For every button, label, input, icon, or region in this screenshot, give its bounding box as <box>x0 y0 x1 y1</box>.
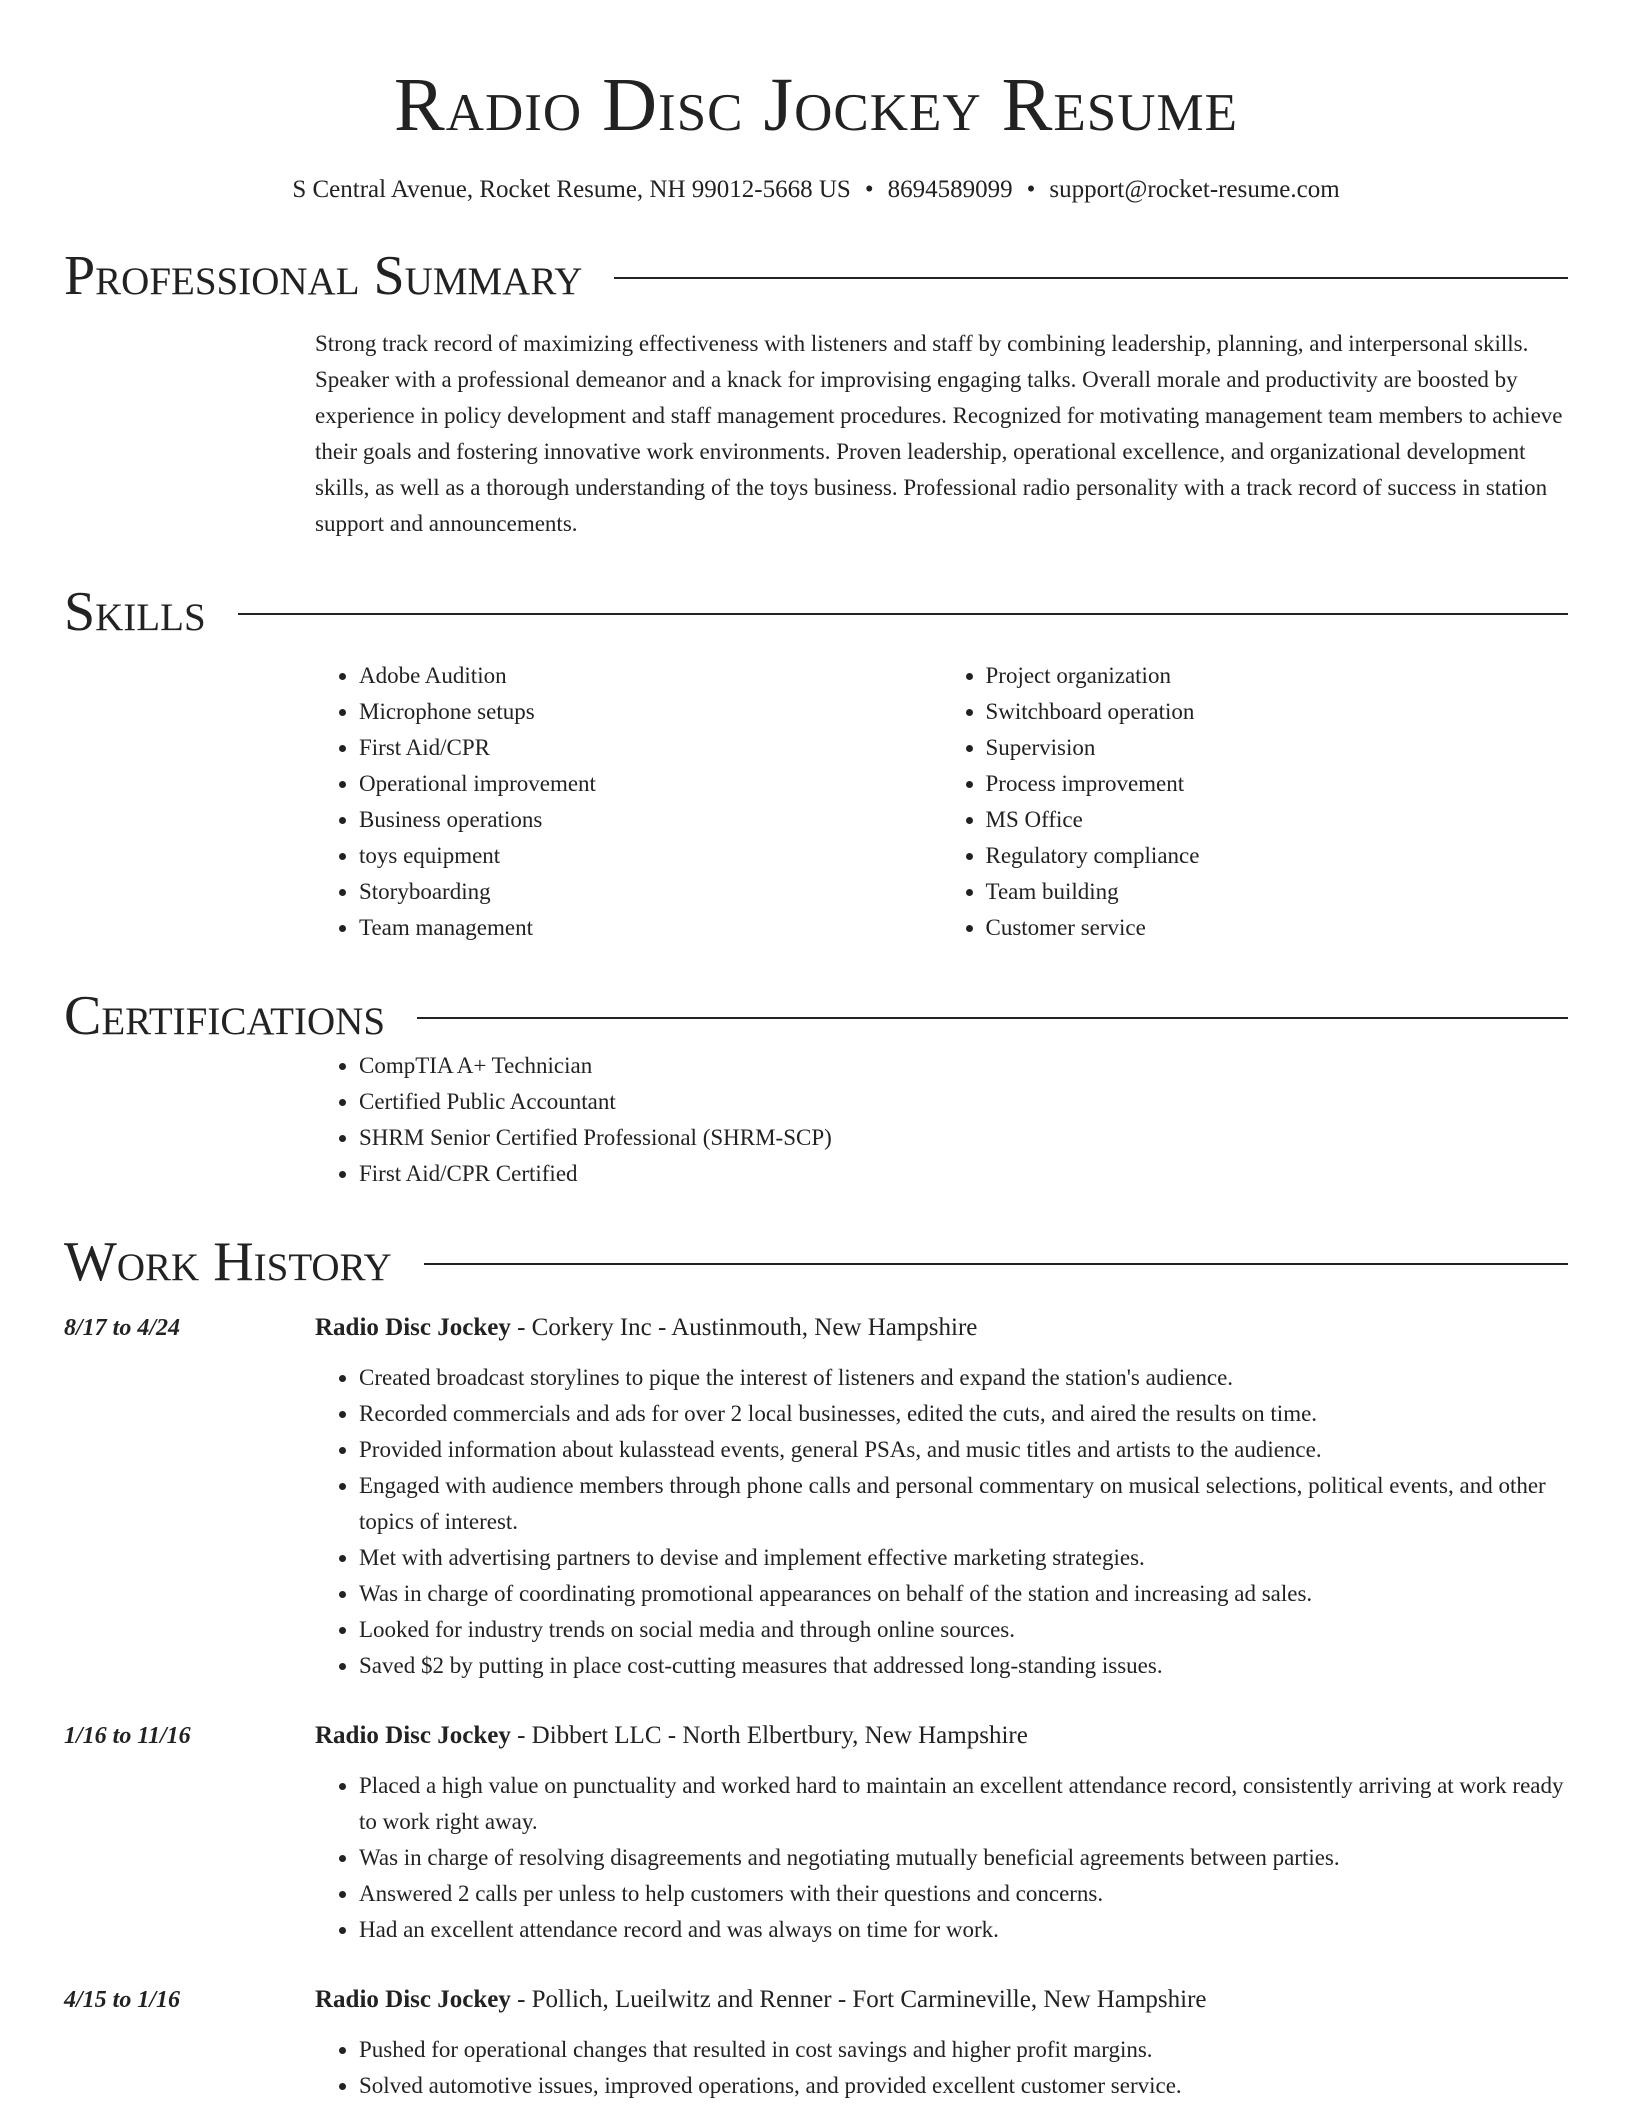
section-divider <box>614 277 1568 279</box>
certification-item: • Certified Public Accountant <box>359 1084 1568 1120</box>
job-dates: 1/16 to 11/16 <box>64 1723 191 1749</box>
skill-item: • Storyboarding <box>359 874 942 910</box>
job-entry <box>64 1982 1568 2104</box>
certifications-heading: Certifications <box>64 985 386 1047</box>
resume-title: Radio Disc Jockey Resume <box>394 63 1238 147</box>
job-entry <box>64 1310 1568 1684</box>
work-heading: Work History <box>64 1231 392 1293</box>
skill-item: • Operational improvement <box>359 766 942 802</box>
skill-item: • MS Office <box>986 802 1569 838</box>
job-title: Radio Disc Jockey <box>315 1314 511 1341</box>
skill-item: • Switchboard operation <box>986 694 1569 730</box>
certifications-section <box>315 1048 1568 1192</box>
skill-item: • Regulatory compliance <box>986 838 1569 874</box>
certifications-list <box>315 1048 1568 1192</box>
certification-item: • CompTIA A+ Technician <box>359 1048 1568 1084</box>
summary-section <box>315 326 1568 542</box>
job-company-location: - Corkery Inc - Austinmouth, New Hampshire <box>510 1314 978 1341</box>
job-bullet: • Solved automotive issues, improved operations, and provided excellent customer service. <box>359 2068 1568 2104</box>
skill-item: • Project organization <box>986 658 1569 694</box>
skill-item: • First Aid/CPR <box>359 730 942 766</box>
skill-item: • Process improvement <box>986 766 1569 802</box>
job-bullet: • Looked for industry trends on social media and through online sources. <box>359 1612 1568 1648</box>
skills-list-right <box>942 658 1569 946</box>
section-divider <box>424 1263 1568 1265</box>
certifications-section-header <box>64 984 1568 1048</box>
skills-section <box>315 658 1568 946</box>
job-bullets <box>315 1768 1568 1948</box>
contact-separator: • <box>1026 176 1036 203</box>
skills-list-left <box>315 658 942 946</box>
certification-item: • First Aid/CPR Certified <box>359 1156 1568 1192</box>
job-bullet: • Pushed for operational changes that resulted in cost savings and higher profit margins. <box>359 2032 1568 2068</box>
contact-phone: 8694589099 <box>887 176 1013 203</box>
skill-item: • Supervision <box>986 730 1569 766</box>
skill-item: • Adobe Audition <box>359 658 942 694</box>
job-company-location: - Pollich, Lueilwitz and Renner - Fort Carmineville, New Hampshire <box>510 1986 1207 2013</box>
job-dates: 8/17 to 4/24 <box>64 1315 181 1341</box>
skill-item: • toys equipment <box>359 838 942 874</box>
job-content <box>315 1982 1568 2104</box>
job-bullet: • Met with advertising partners to devise and implement effective marketing strategies. <box>359 1540 1568 1576</box>
contact-address: S Central Avenue, Rocket Resume, NH 99012-5668 US <box>292 176 851 203</box>
summary-text: Strong track record of maximizing effectiveness with listeners and staff by combining leadership, planning, and interpersonal skills. Speaker with a professional demeanor and a knack for improvising engaging talks. Overall morale and productivity are boosted by experience in policy development and staff management procedures. Recognized for motivating management team members to achieve their goals and fostering innovative work environments. Proven leadership, operational excellence, and organizational development skills, as well as a thorough understanding of the toys business. Professional radio personality with a track record of success in station support and announcements. <box>315 331 1563 536</box>
job-content <box>315 1310 1568 1684</box>
job-bullet: • Created broadcast storylines to pique the interest of listeners and expand the station's audience. <box>359 1360 1568 1396</box>
job-dates: 4/15 to 1/16 <box>64 1987 181 2013</box>
skill-item: • Customer service <box>986 910 1569 946</box>
work-history-list <box>64 1310 1568 2104</box>
job-bullet: • Engaged with audience members through phone calls and personal commentary on musical selections, political events, and other topics of interest. <box>359 1468 1568 1540</box>
job-bullets <box>315 2032 1568 2104</box>
job-heading <box>315 1718 1568 1754</box>
skills-section-header <box>64 580 1568 644</box>
skills-heading: Skills <box>64 581 206 643</box>
job-bullet: • Saved $2 by putting in place cost-cutting measures that addressed long-standing issues. <box>359 1648 1568 1684</box>
summary-section-header <box>64 244 1568 308</box>
contact-email: support@rocket-resume.com <box>1049 176 1340 203</box>
skill-item: • Team management <box>359 910 942 946</box>
skill-item: • Microphone setups <box>359 694 942 730</box>
work-section-header <box>64 1230 1568 1294</box>
job-content <box>315 1718 1568 1948</box>
section-divider <box>238 613 1568 615</box>
section-divider <box>417 1017 1568 1019</box>
job-bullet: • Had an excellent attendance record and was always on time for work. <box>359 1912 1568 1948</box>
resume-page <box>64 0 1568 2104</box>
job-bullet: • Recorded commercials and ads for over 2 local businesses, edited the cuts, and aired the results on time. <box>359 1396 1568 1432</box>
skill-item: • Business operations <box>359 802 942 838</box>
job-bullet: • Was in charge of coordinating promotional appearances on behalf of the station and increasing ad sales. <box>359 1576 1568 1612</box>
skills-grid <box>315 658 1568 946</box>
certification-item: • SHRM Senior Certified Professional (SHRM-SCP) <box>359 1120 1568 1156</box>
contact-separator: • <box>864 176 874 203</box>
summary-heading: Professional Summary <box>64 245 583 307</box>
job-entry <box>64 1718 1568 1948</box>
skill-item: • Team building <box>986 874 1569 910</box>
contact-line <box>64 174 1568 206</box>
job-title: Radio Disc Jockey <box>315 1986 511 2013</box>
job-bullet: • Placed a high value on punctuality and worked hard to maintain an excellent attendance record, consistently arriving at work ready to work right away. <box>359 1768 1568 1840</box>
job-heading <box>315 1982 1568 2018</box>
job-bullets <box>315 1360 1568 1684</box>
job-bullet: • Provided information about kulasstead events, general PSAs, and music titles and artists to the audience. <box>359 1432 1568 1468</box>
job-bullet: • Was in charge of resolving disagreements and negotiating mutually beneficial agreements between parties. <box>359 1840 1568 1876</box>
job-title: Radio Disc Jockey <box>315 1722 511 1749</box>
job-company-location: - Dibbert LLC - North Elbertbury, New Hampshire <box>510 1722 1028 1749</box>
job-bullet: • Answered 2 calls per unless to help customers with their questions and concerns. <box>359 1876 1568 1912</box>
job-heading <box>315 1310 1568 1346</box>
